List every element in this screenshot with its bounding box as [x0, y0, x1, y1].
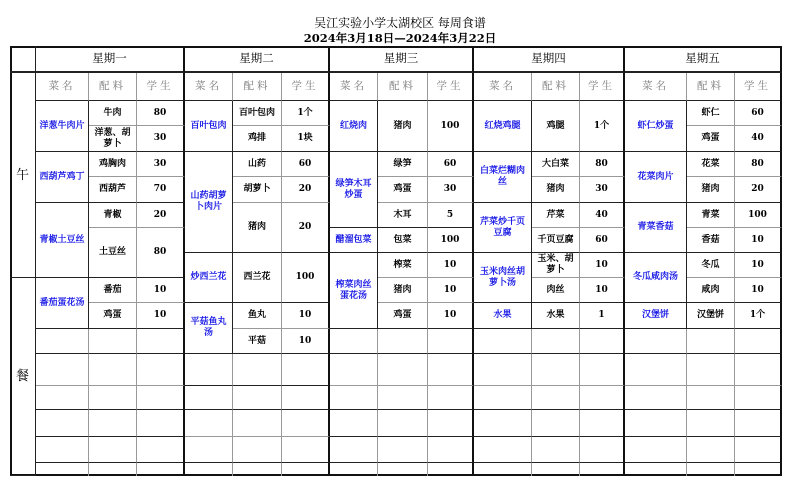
empty-cell — [428, 386, 474, 410]
empty-cell — [36, 354, 89, 386]
corner-cell — [10, 46, 36, 73]
empty-cell — [137, 410, 185, 437]
empty-cell — [687, 354, 735, 386]
empty-cell — [185, 437, 233, 463]
ingredient-cell: 鸡蛋 — [378, 177, 428, 203]
empty-cell — [378, 437, 428, 463]
students-qty-cell: 10 — [282, 329, 330, 354]
empty-cell — [185, 410, 233, 437]
empty-cell — [185, 386, 233, 410]
empty-cell — [185, 354, 233, 386]
ingredient-cell: 千页豆腐 — [532, 228, 580, 253]
empty-cell — [330, 329, 378, 354]
dish-name: 红烧鸡腿 — [474, 101, 532, 152]
ingredient-cell: 香菇 — [687, 228, 735, 253]
ingredient-cell: 肉丝 — [532, 278, 580, 303]
empty-cell — [233, 354, 282, 386]
subheader-students: 学生 — [735, 73, 782, 101]
empty-cell — [625, 329, 687, 354]
dish-name: 青椒土豆丝 — [36, 203, 89, 278]
ingredient-cell: 鸡排 — [233, 126, 282, 152]
empty-cell — [474, 354, 532, 386]
students-qty-cell: 80 — [137, 228, 185, 278]
ingredient-cell: 绿笋 — [378, 152, 428, 177]
ingredient-cell: 猪肉 — [378, 278, 428, 303]
ingredient-cell: 木耳 — [378, 203, 428, 228]
students-qty-cell: 80 — [580, 152, 625, 177]
ingredient-cell: 山药 — [233, 152, 282, 177]
empty-cell — [89, 386, 137, 410]
empty-cell — [36, 410, 89, 437]
subheader-dish: 菜名 — [625, 73, 687, 101]
students-qty-cell: 40 — [735, 126, 782, 152]
students-qty-cell: 70 — [137, 177, 185, 203]
subheader-ingredient: 配料 — [89, 73, 137, 101]
dish-name: 青菜香菇 — [625, 203, 687, 253]
ingredient-cell: 大白菜 — [532, 152, 580, 177]
ingredient-cell: 包菜 — [378, 228, 428, 253]
subheader-dish: 菜名 — [36, 73, 89, 101]
students-qty-cell: 80 — [735, 152, 782, 177]
ingredient-cell: 鸡蛋 — [687, 126, 735, 152]
empty-cell — [378, 329, 428, 354]
empty-cell — [428, 410, 474, 437]
empty-cell — [185, 463, 233, 476]
students-qty-cell: 1个 — [580, 101, 625, 152]
students-qty-cell: 1个 — [735, 303, 782, 329]
students-qty-cell: 10 — [428, 253, 474, 278]
empty-cell — [625, 354, 687, 386]
empty-cell — [735, 354, 782, 386]
empty-cell — [36, 463, 89, 476]
empty-cell — [625, 386, 687, 410]
empty-cell — [625, 437, 687, 463]
empty-cell — [428, 329, 474, 354]
empty-cell — [532, 354, 580, 386]
students-qty-cell: 10 — [580, 278, 625, 303]
students-qty-cell: 60 — [580, 228, 625, 253]
empty-cell — [378, 410, 428, 437]
ingredient-cell: 榨菜 — [378, 253, 428, 278]
empty-cell — [687, 463, 735, 476]
empty-cell — [89, 329, 137, 354]
students-qty-cell: 100 — [735, 203, 782, 228]
ingredient-cell: 汉堡饼 — [687, 303, 735, 329]
dish-name: 芹菜炒千页豆腐 — [474, 203, 532, 253]
students-qty-cell: 10 — [282, 303, 330, 329]
day-header: 星期三 — [330, 46, 474, 73]
empty-cell — [378, 354, 428, 386]
empty-cell — [378, 386, 428, 410]
dish-name: 平菇鱼丸汤 — [185, 303, 233, 354]
empty-cell — [580, 386, 625, 410]
empty-cell — [137, 354, 185, 386]
ingredient-cell: 冬瓜 — [687, 253, 735, 278]
ingredient-cell: 猪肉 — [687, 177, 735, 203]
students-qty-cell: 1 — [580, 303, 625, 329]
subheader-students: 学生 — [580, 73, 625, 101]
subheader-students: 学生 — [282, 73, 330, 101]
empty-cell — [282, 386, 330, 410]
empty-cell — [474, 329, 532, 354]
empty-cell — [580, 410, 625, 437]
side-label-top: 午 — [10, 73, 36, 278]
day-header: 星期一 — [36, 46, 185, 73]
students-qty-cell: 100 — [428, 101, 474, 152]
students-qty-cell: 20 — [282, 203, 330, 253]
empty-cell — [428, 354, 474, 386]
date-range: 2024年3月18日—2024年3月22日 — [303, 31, 497, 45]
empty-cell — [89, 437, 137, 463]
empty-cell — [137, 329, 185, 354]
students-qty-cell: 10 — [735, 278, 782, 303]
students-qty-cell: 10 — [580, 253, 625, 278]
students-qty-cell: 30 — [137, 152, 185, 177]
dish-name: 汉堡饼 — [625, 303, 687, 329]
day-header: 星期四 — [474, 46, 625, 73]
students-qty-cell: 100 — [428, 228, 474, 253]
students-qty-cell: 60 — [735, 101, 782, 126]
students-qty-cell: 10 — [428, 278, 474, 303]
ingredient-cell: 猪肉 — [378, 101, 428, 152]
ingredient-cell: 牛肉 — [89, 101, 137, 126]
empty-cell — [233, 386, 282, 410]
dish-name: 虾仁炒蛋 — [625, 101, 687, 152]
empty-cell — [428, 437, 474, 463]
empty-cell — [89, 463, 137, 476]
dish-name: 绿笋木耳炒蛋 — [330, 152, 378, 228]
students-qty-cell: 30 — [428, 177, 474, 203]
empty-cell — [532, 463, 580, 476]
empty-cell — [89, 410, 137, 437]
empty-cell — [580, 329, 625, 354]
students-qty-cell: 80 — [137, 101, 185, 126]
empty-cell — [233, 410, 282, 437]
students-qty-cell: 10 — [735, 228, 782, 253]
subheader-dish: 菜名 — [330, 73, 378, 101]
students-qty-cell: 40 — [580, 203, 625, 228]
empty-cell — [735, 386, 782, 410]
ingredient-cell: 咸肉 — [687, 278, 735, 303]
ingredient-cell: 百叶包肉 — [233, 101, 282, 126]
empty-cell — [532, 410, 580, 437]
dish-name: 水果 — [474, 303, 532, 329]
empty-cell — [687, 386, 735, 410]
ingredient-cell: 虾仁 — [687, 101, 735, 126]
day-header: 星期五 — [625, 46, 782, 73]
empty-cell — [330, 386, 378, 410]
ingredient-cell: 青菜 — [687, 203, 735, 228]
empty-cell — [233, 463, 282, 476]
dish-name: 玉米肉丝胡萝卜汤 — [474, 253, 532, 303]
subheader-ingredient: 配料 — [687, 73, 735, 101]
dish-name: 冬瓜咸肉汤 — [625, 253, 687, 303]
empty-cell — [687, 410, 735, 437]
students-qty-cell: 60 — [282, 152, 330, 177]
empty-cell — [36, 329, 89, 354]
empty-cell — [532, 437, 580, 463]
empty-cell — [532, 329, 580, 354]
empty-cell — [580, 354, 625, 386]
students-qty-cell: 1块 — [282, 126, 330, 152]
students-qty-cell: 100 — [282, 253, 330, 303]
empty-cell — [330, 354, 378, 386]
students-qty-cell: 1个 — [282, 101, 330, 126]
ingredient-cell: 土豆丝 — [89, 228, 137, 278]
ingredient-cell: 玉米、胡萝卜 — [532, 253, 580, 278]
ingredient-cell: 番茄 — [89, 278, 137, 303]
empty-cell — [735, 329, 782, 354]
dish-name: 山药胡萝卜肉片 — [185, 152, 233, 253]
page-title: 吴江实验小学太湖校区 每周食谱 — [314, 16, 486, 30]
students-qty-cell: 30 — [137, 126, 185, 152]
dish-name: 醋溜包菜 — [330, 228, 378, 253]
empty-cell — [474, 410, 532, 437]
dish-name: 洋葱牛肉片 — [36, 101, 89, 152]
dish-name: 西葫芦鸡丁 — [36, 152, 89, 203]
students-qty-cell: 60 — [428, 152, 474, 177]
empty-cell — [580, 437, 625, 463]
empty-cell — [735, 463, 782, 476]
empty-cell — [36, 386, 89, 410]
dish-name: 白菜烂糊肉丝 — [474, 152, 532, 203]
ingredient-cell: 鸡蛋 — [378, 303, 428, 329]
side-label-bottom: 餐 — [10, 278, 36, 476]
ingredient-cell: 青椒 — [89, 203, 137, 228]
subheader-ingredient: 配料 — [233, 73, 282, 101]
subheader-students: 学生 — [137, 73, 185, 101]
empty-cell — [137, 437, 185, 463]
students-qty-cell: 10 — [137, 303, 185, 329]
students-qty-cell: 30 — [580, 177, 625, 203]
empty-cell — [330, 410, 378, 437]
empty-cell — [735, 437, 782, 463]
day-header: 星期二 — [185, 46, 330, 73]
empty-cell — [687, 437, 735, 463]
empty-cell — [428, 463, 474, 476]
dish-name: 炒西兰花 — [185, 253, 233, 303]
dish-name: 红烧肉 — [330, 101, 378, 152]
empty-cell — [625, 463, 687, 476]
empty-cell — [89, 354, 137, 386]
ingredient-cell: 芹菜 — [532, 203, 580, 228]
ingredient-cell: 胡萝卜 — [233, 177, 282, 203]
ingredient-cell: 花菜 — [687, 152, 735, 177]
ingredient-cell: 洋葱、胡萝卜 — [89, 126, 137, 152]
empty-cell — [282, 437, 330, 463]
empty-cell — [282, 354, 330, 386]
students-qty-cell: 20 — [137, 203, 185, 228]
empty-cell — [137, 463, 185, 476]
students-qty-cell: 20 — [735, 177, 782, 203]
ingredient-cell: 水果 — [532, 303, 580, 329]
subheader-dish: 菜名 — [185, 73, 233, 101]
empty-cell — [625, 410, 687, 437]
empty-cell — [378, 463, 428, 476]
ingredient-cell: 鱼丸 — [233, 303, 282, 329]
empty-cell — [36, 437, 89, 463]
ingredient-cell: 平菇 — [233, 329, 282, 354]
ingredient-cell: 猪肉 — [532, 177, 580, 203]
empty-cell — [330, 463, 378, 476]
dish-name: 花菜肉片 — [625, 152, 687, 203]
empty-cell — [282, 410, 330, 437]
subheader-ingredient: 配料 — [378, 73, 428, 101]
ingredient-cell: 鸡胸肉 — [89, 152, 137, 177]
subheader-students: 学生 — [428, 73, 474, 101]
dish-name: 百叶包肉 — [185, 101, 233, 152]
empty-cell — [474, 386, 532, 410]
students-qty-cell: 10 — [735, 253, 782, 278]
ingredient-cell: 鸡腿 — [532, 101, 580, 152]
empty-cell — [137, 386, 185, 410]
ingredient-cell: 猪肉 — [233, 203, 282, 253]
dish-name: 榨菜肉丝蛋花汤 — [330, 253, 378, 329]
empty-cell — [474, 437, 532, 463]
ingredient-cell: 西葫芦 — [89, 177, 137, 203]
ingredient-cell: 鸡蛋 — [89, 303, 137, 329]
students-qty-cell: 20 — [282, 177, 330, 203]
dish-name: 番茄蛋花汤 — [36, 278, 89, 329]
ingredient-cell: 西兰花 — [233, 253, 282, 303]
students-qty-cell: 10 — [428, 303, 474, 329]
empty-cell — [735, 410, 782, 437]
students-qty-cell: 5 — [428, 203, 474, 228]
empty-cell — [233, 437, 282, 463]
subheader-ingredient: 配料 — [532, 73, 580, 101]
students-qty-cell: 10 — [137, 278, 185, 303]
empty-cell — [532, 386, 580, 410]
empty-cell — [330, 437, 378, 463]
empty-cell — [282, 463, 330, 476]
empty-cell — [580, 463, 625, 476]
empty-cell — [687, 329, 735, 354]
subheader-dish: 菜名 — [474, 73, 532, 101]
empty-cell — [474, 463, 532, 476]
